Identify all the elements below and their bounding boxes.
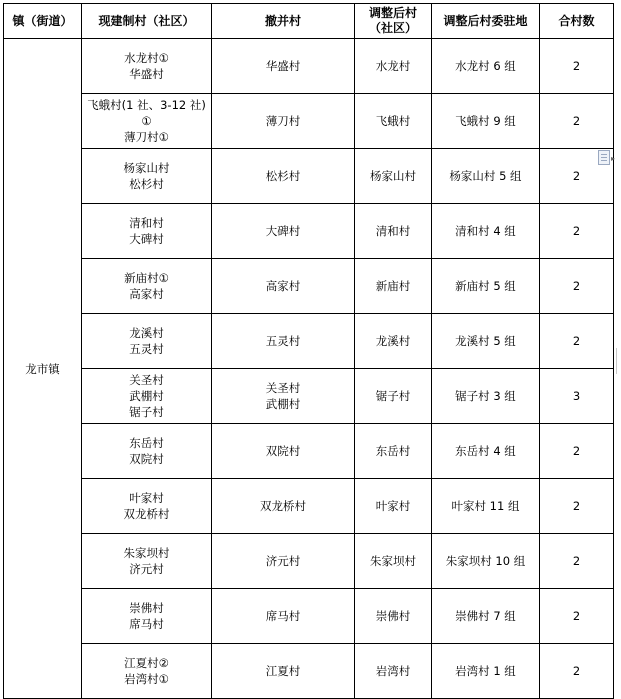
committee-site-cell: 新庙村 5 组 bbox=[432, 259, 540, 314]
current-village-cell-line: 岩湾村① bbox=[124, 672, 169, 686]
table-row bbox=[4, 314, 614, 369]
committee-site-cell: 水龙村 6 组 bbox=[432, 39, 540, 94]
current-village-cell-line: 大碑村 bbox=[129, 232, 164, 246]
table-row bbox=[4, 149, 614, 204]
merged-village-cell-line: 江夏村 bbox=[265, 664, 301, 678]
committee-site-cell: 飞蛾村 9 组 bbox=[432, 94, 540, 149]
header-current-village: 现建制村（社区） bbox=[82, 4, 212, 39]
adjusted-village-cell: 飞蛾村 bbox=[355, 94, 432, 149]
merged-village-cell bbox=[212, 644, 355, 699]
table-row bbox=[4, 644, 614, 699]
merged-village-cell-line: 松杉村 bbox=[265, 169, 301, 183]
current-village-cell-line: 济元村 bbox=[129, 562, 164, 576]
current-village-cell-line: 薄刀村① bbox=[124, 130, 169, 144]
header-committee-site: 调整后村委驻地 bbox=[432, 4, 540, 39]
count-cell: 2 bbox=[540, 94, 614, 149]
village-merger-table bbox=[3, 3, 614, 699]
current-village-cell bbox=[82, 534, 212, 589]
current-village-cell-line: 锯子村 bbox=[129, 405, 164, 419]
table-row bbox=[4, 424, 614, 479]
current-village-cell-line: 新庙村① bbox=[124, 271, 169, 285]
table-row bbox=[4, 259, 614, 314]
committee-site-cell: 岩湾村 1 组 bbox=[432, 644, 540, 699]
current-village-cell-line: 高家村 bbox=[129, 287, 164, 301]
count-cell: 2 bbox=[540, 39, 614, 94]
adjusted-village-cell: 新庙村 bbox=[355, 259, 432, 314]
merged-village-cell-line: 济元村 bbox=[265, 554, 301, 568]
current-village-cell-line: 武棚村 bbox=[129, 389, 164, 403]
count-cell: 2 bbox=[540, 479, 614, 534]
current-village-cell-line: 杨家山村 bbox=[123, 161, 170, 175]
current-village-cell bbox=[82, 644, 212, 699]
committee-site-cell: 崇佛村 7 组 bbox=[432, 589, 540, 644]
current-village-cell-line: 席马村 bbox=[129, 617, 164, 631]
table-row bbox=[4, 94, 614, 149]
current-village-cell-line: 双龙桥村 bbox=[123, 507, 170, 521]
merged-village-cell bbox=[212, 534, 355, 589]
merged-village-cell bbox=[212, 94, 355, 149]
count-cell: 2 bbox=[540, 259, 614, 314]
merged-village-cell bbox=[212, 369, 355, 424]
adjusted-village-cell: 东岳村 bbox=[355, 424, 432, 479]
current-village-cell-line: 崇佛村 bbox=[129, 601, 164, 615]
merged-village-cell-line: 薄刀村 bbox=[265, 114, 301, 128]
committee-site-cell: 龙溪村 5 组 bbox=[432, 314, 540, 369]
adjusted-village-cell: 叶家村 bbox=[355, 479, 432, 534]
current-village-cell-line: 朱家坝村 bbox=[123, 546, 170, 560]
scroll-marker bbox=[616, 348, 621, 374]
merged-village-cell bbox=[212, 314, 355, 369]
merged-village-cell-line: 席马村 bbox=[265, 609, 301, 623]
merged-village-cell bbox=[212, 479, 355, 534]
current-village-cell bbox=[82, 149, 212, 204]
count-cell: 2 bbox=[540, 314, 614, 369]
current-village-cell-line: 清和村 bbox=[129, 216, 164, 230]
current-village-cell-line: 龙溪村 bbox=[129, 326, 164, 340]
header-row bbox=[4, 4, 614, 39]
merged-village-cell bbox=[212, 39, 355, 94]
adjusted-village-cell: 锯子村 bbox=[355, 369, 432, 424]
current-village-cell bbox=[82, 204, 212, 259]
merged-village-cell-line: 大碑村 bbox=[265, 224, 301, 238]
merged-village-cell-line: 关圣村 bbox=[265, 381, 301, 395]
current-village-cell-line: 双院村 bbox=[129, 452, 164, 466]
current-village-cell bbox=[82, 589, 212, 644]
adjusted-village-cell: 朱家坝村 bbox=[355, 534, 432, 589]
current-village-cell-line: 五灵村 bbox=[129, 342, 164, 356]
current-village-cell bbox=[82, 369, 212, 424]
count-cell: 2 bbox=[540, 204, 614, 259]
current-village-cell-line: 松杉村 bbox=[129, 177, 164, 191]
table-row bbox=[4, 534, 614, 589]
current-village-cell bbox=[82, 314, 212, 369]
current-village-cell bbox=[82, 39, 212, 94]
document-icon[interactable] bbox=[598, 150, 610, 165]
current-village-cell bbox=[82, 424, 212, 479]
merged-village-cell-line: 华盛村 bbox=[265, 59, 301, 73]
current-village-cell-line: 水龙村① bbox=[124, 51, 169, 65]
adjusted-village-cell: 水龙村 bbox=[355, 39, 432, 94]
current-village-cell-line: 关圣村 bbox=[129, 373, 164, 387]
adjusted-village-cell: 岩湾村 bbox=[355, 644, 432, 699]
current-village-cell-line: 飞蛾村(1 社、3-12 社) bbox=[87, 98, 206, 112]
committee-site-cell: 清和村 4 组 bbox=[432, 204, 540, 259]
count-cell: 2 bbox=[540, 534, 614, 589]
merged-village-cell bbox=[212, 149, 355, 204]
header-adjusted-line1: 调整后村 bbox=[368, 6, 417, 20]
adjusted-village-cell: 清和村 bbox=[355, 204, 432, 259]
header-merged-village: 撤并村 bbox=[212, 4, 355, 39]
header-town: 镇（街道） bbox=[4, 4, 82, 39]
table-row bbox=[4, 589, 614, 644]
current-village-cell bbox=[82, 479, 212, 534]
adjusted-village-cell: 崇佛村 bbox=[355, 589, 432, 644]
count-cell: 2 bbox=[540, 424, 614, 479]
current-village-cell-line: ① bbox=[141, 114, 152, 128]
town-cell: 龙市镇 bbox=[4, 39, 82, 699]
current-village-cell-line: 江夏村② bbox=[124, 656, 169, 670]
merged-village-cell bbox=[212, 424, 355, 479]
count-cell: 2 bbox=[540, 149, 614, 204]
committee-site-cell: 杨家山村 5 组 bbox=[432, 149, 540, 204]
caret-right-icon[interactable]: ▸ bbox=[611, 154, 616, 163]
merged-village-cell-line: 高家村 bbox=[265, 279, 301, 293]
count-cell: 2 bbox=[540, 644, 614, 699]
table-body bbox=[4, 39, 614, 699]
count-cell: 2 bbox=[540, 589, 614, 644]
adjusted-village-cell: 杨家山村 bbox=[355, 149, 432, 204]
current-village-cell-line: 华盛村 bbox=[129, 67, 164, 81]
table-row bbox=[4, 479, 614, 534]
adjusted-village-cell: 龙溪村 bbox=[355, 314, 432, 369]
committee-site-cell: 锯子村 3 组 bbox=[432, 369, 540, 424]
merged-village-cell-line: 武棚村 bbox=[265, 397, 301, 411]
committee-site-cell: 东岳村 4 组 bbox=[432, 424, 540, 479]
header-count: 合村数 bbox=[540, 4, 614, 39]
current-village-cell bbox=[82, 94, 212, 149]
current-village-cell bbox=[82, 259, 212, 314]
merged-village-cell-line: 五灵村 bbox=[265, 334, 301, 348]
count-cell: 3 bbox=[540, 369, 614, 424]
table-row bbox=[4, 369, 614, 424]
table-row bbox=[4, 204, 614, 259]
merged-village-cell bbox=[212, 259, 355, 314]
committee-site-cell: 朱家坝村 10 组 bbox=[432, 534, 540, 589]
current-village-cell-line: 叶家村 bbox=[129, 491, 164, 505]
current-village-cell-line: 东岳村 bbox=[129, 436, 164, 450]
merged-village-cell-line: 双龙桥村 bbox=[260, 499, 306, 513]
committee-site-cell: 叶家村 11 组 bbox=[432, 479, 540, 534]
table-row bbox=[4, 39, 614, 94]
merged-village-cell bbox=[212, 204, 355, 259]
merged-village-cell-line: 双院村 bbox=[265, 444, 301, 458]
header-adjusted-village bbox=[355, 4, 432, 39]
header-adjusted-line2: （社区） bbox=[368, 21, 417, 35]
merged-village-cell bbox=[212, 589, 355, 644]
